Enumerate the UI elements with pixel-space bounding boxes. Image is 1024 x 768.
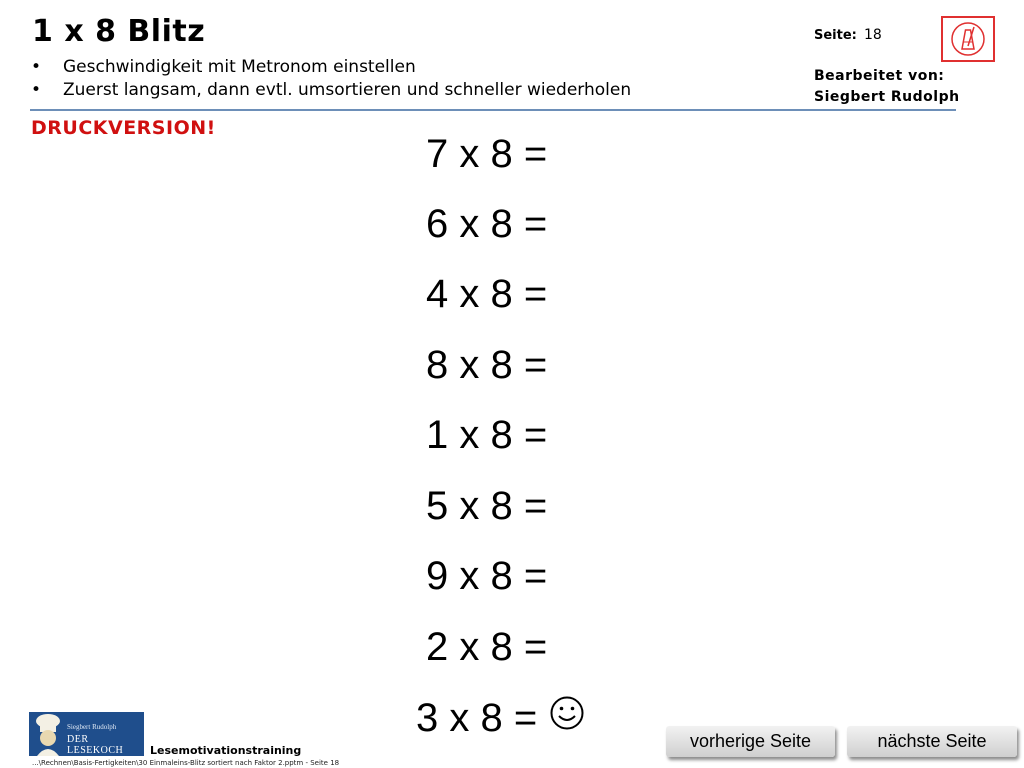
chef-icon: [31, 712, 67, 756]
instruction-item: • Geschwindigkeit mit Metronom einstellen: [30, 56, 631, 79]
task-item: 4 x 8 =: [426, 272, 548, 316]
page-title: 1 x 8 Blitz: [32, 14, 206, 49]
footer-label: Lesemotivationstraining: [150, 744, 302, 757]
previous-page-button[interactable]: vorherige Seite: [666, 726, 835, 757]
task-item: 9 x 8 =: [426, 554, 548, 598]
task-item: 1 x 8 =: [426, 413, 548, 457]
smiley-icon: [549, 695, 585, 731]
editor-name: Siegbert Rudolph: [814, 89, 960, 105]
header-divider: [30, 109, 956, 111]
metronome-icon: [943, 18, 993, 60]
next-page-button[interactable]: nächste Seite: [847, 726, 1017, 757]
editor-label: Bearbeitet von:: [814, 68, 945, 84]
logo-main-text: DER LESEKOCH: [67, 734, 124, 756]
editor-info: [814, 66, 960, 108]
print-version-label: DRUCKVERSION!: [31, 117, 216, 139]
instruction-item: • Zuerst langsam, dann evtl. umsortieren und schneller wiederholen: [30, 79, 631, 102]
page-label: Seite:: [814, 28, 857, 43]
logo-small-text: Siegbert Rudolph: [67, 723, 117, 731]
footer-path: ...\Rechnen\Basis-Fertigkeiten\30 Einmaleins-Blitz sortiert nach Faktor 2.pptm - Seite 18: [32, 759, 340, 767]
lesekoch-logo: [29, 712, 144, 756]
page-number: 18: [864, 27, 882, 43]
task-item: 5 x 8 =: [426, 484, 548, 528]
metronome-button[interactable]: [941, 16, 995, 62]
task-item: 7 x 8 =: [426, 132, 548, 176]
task-item: 6 x 8 =: [426, 202, 548, 246]
task-item: 2 x 8 =: [426, 625, 548, 669]
task-item: 8 x 8 =: [426, 343, 548, 387]
task-text: 3 x 8 =: [416, 696, 538, 740]
instruction-list: [30, 56, 631, 102]
task-item-last: [416, 695, 585, 741]
